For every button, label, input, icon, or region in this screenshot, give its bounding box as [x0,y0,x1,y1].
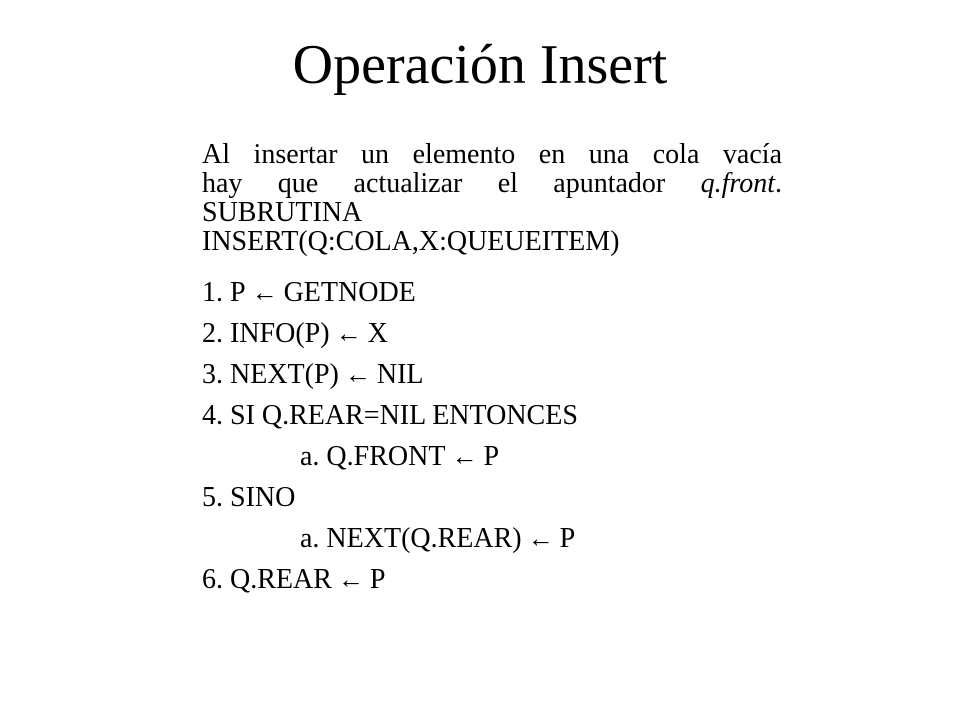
step-3 [202,354,578,395]
step-5 [202,477,578,518]
intro-paragraph [202,140,782,256]
intro-line-2-prefix: hay que actualizar el apuntador [202,168,701,199]
step-4-text: 4. SI Q.REAR=NIL ENTONCES [202,400,578,431]
step-4 [202,395,578,436]
step-3-lhs: 3. NEXT(P) [202,359,339,390]
assign-arrow-icon: ← [451,442,478,471]
step-4a-lhs: a. Q.FRONT [300,441,446,472]
assign-arrow-icon: ← [335,319,362,348]
step-1-lhs: 1. P [202,277,246,308]
assign-arrow-icon: ← [344,360,371,389]
algorithm-steps [202,272,578,600]
slide-title: Operación Insert [292,34,668,96]
step-5a [202,518,578,559]
step-1-rhs: GETNODE [283,277,416,308]
intro-line-1: Al insertar un elemento en una cola vacía [202,139,782,170]
step-5a-rhs: P [559,523,576,554]
subroutine-signature: INSERT(Q:COLA,X:QUEUEITEM) [202,226,620,257]
step-3-rhs: NIL [376,359,424,390]
assign-arrow-icon: ← [251,278,278,307]
step-4a-rhs: P [483,441,500,472]
step-2 [202,313,578,354]
step-1 [202,272,578,313]
step-4a [202,436,578,477]
step-6-rhs: P [369,564,386,595]
subroutine-keyword: SUBRUTINA [202,197,363,228]
assign-arrow-icon: ← [337,565,364,594]
q-front-term: q.front [700,168,775,199]
step-2-rhs: X [367,318,388,349]
step-5-text: 5. SINO [202,482,296,513]
intro-line-2 [202,169,782,198]
assign-arrow-icon: ← [527,524,554,553]
step-2-lhs: 2. INFO(P) [202,318,330,349]
step-6-lhs: 6. Q.REAR [202,564,332,595]
intro-line-2-suffix: . [775,168,782,199]
step-5a-lhs: a. NEXT(Q.REAR) [300,523,522,554]
step-6 [202,559,578,600]
